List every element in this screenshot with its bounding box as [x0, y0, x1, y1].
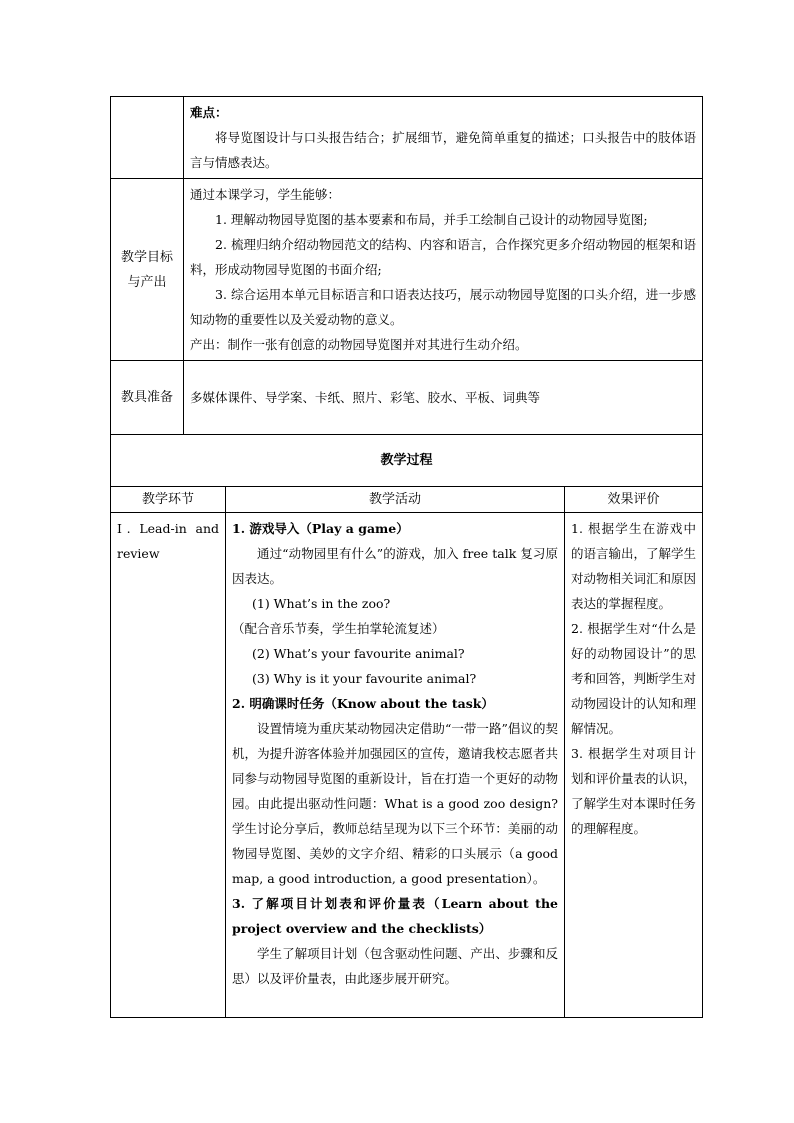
evaluation-1: 1. 根据学生在游戏中的语言输出，了解学生对动物相关词汇和原因表达的掌握程度。: [571, 521, 697, 611]
difficulty-title: 难点：: [190, 105, 228, 120]
evaluation-3: 3. 根据学生对项目计划和评价量表的认识，了解学生对本课时任务的理解程度。: [571, 746, 697, 836]
stage-1-activity-cell: [226, 513, 565, 1018]
activity-1-question-2: (2) What’s your favourite animal?: [252, 646, 465, 661]
process-title: 教学过程: [111, 435, 703, 487]
tools-label-cell: 教具准备: [111, 361, 184, 435]
objective-item-2: 2. 梳理归纳介绍动物园范文的结构、内容和语言，合作探究更多介绍动物园的框架和语料，形成动物园导览图的书面介绍;: [190, 237, 696, 277]
header-evaluation: 效果评价: [565, 487, 703, 513]
objectives-row: [111, 179, 703, 361]
difficulty-row: [111, 97, 703, 179]
stage-1-name: Ⅰ. Lead-in and review: [117, 521, 219, 561]
difficulty-content-cell: [184, 97, 703, 179]
difficulty-label-cell: [111, 97, 184, 179]
objectives-output: 产出：制作一张有创意的动物园导览图并对其进行生动介绍。: [190, 337, 528, 352]
objectives-content-cell: [184, 179, 703, 361]
difficulty-text: 将导览图设计与口头报告结合；扩展细节，避免简单重复的描述；口头报告中的肢体语言与情感表达。: [190, 130, 696, 170]
activity-2-text: 设置情境为重庆某动物园决定借助“一带一路”倡议的契机，为提升游客体验并加强园区的宣传，邀请我校志愿者共同参与动物园导览图的重新设计，旨在打造一个更好的动物园。由此提出驱动性问题：What is a good zoo design? 学生讨论分享后，教师总结呈现为以下三个环节：美丽的动物园导览图、美妙的文字介绍、精彩的口头展示（a good map, a good introduction, a good presentation）。: [232, 721, 558, 886]
tools-row: [111, 361, 703, 435]
activity-1-question-3: (3) Why is it your favourite animal?: [252, 671, 477, 686]
tools-content-cell: [184, 361, 703, 435]
objective-item-1: 1. 理解动物园导览图的基本要素和布局，并手工绘制自己设计的动物园导览图;: [215, 212, 648, 227]
stage-1-name-cell: [111, 513, 226, 1018]
stage-1-row: [111, 513, 703, 1018]
objectives-intro: 通过本课学习，学生能够：: [190, 187, 341, 202]
activity-2-title: 2. 明确课时任务（Know about the task）: [232, 696, 494, 711]
activity-3-text: 学生了解项目计划（包含驱动性问题、产出、步骤和反思）以及评价量表，由此逐步展开研究。: [232, 946, 558, 986]
activity-1-text: 通过“动物园里有什么”的游戏，加入 free talk 复习原因表达。: [232, 546, 558, 586]
objectives-label-line2: 与产出: [127, 274, 167, 290]
stage-1-evaluation-cell: [565, 513, 703, 1018]
objective-item-3: 3. 综合运用本单元目标语言和口语表达技巧，展示动物园导览图的口头介绍，进一步感知动物的重要性以及关爱动物的意义。: [190, 287, 696, 327]
header-activity: 教学活动: [226, 487, 565, 513]
teaching-process-table: [110, 434, 703, 1018]
lesson-plan-upper-table: [110, 96, 703, 435]
process-title-row: [111, 435, 703, 487]
activity-1-question-1: (1) What’s in the zoo?: [252, 596, 391, 611]
objectives-label-cell: [111, 179, 184, 361]
activity-1-note: （配合音乐节奏，学生拍掌轮流复述）: [232, 621, 445, 636]
header-stage: 教学环节: [111, 487, 226, 513]
activity-3-title: 3. 了解项目计划表和评价量表（Learn about the project overview and the checklists）: [232, 896, 558, 936]
tools-text: 多媒体课件、导学案、卡纸、照片、彩笔、胶水、平板、词典等: [190, 390, 541, 405]
lesson-plan-page: [110, 96, 702, 1018]
evaluation-2: 2. 根据学生对“什么是好的动物园设计”的思考和回答，判断学生对动物园设计的认知和理解情况。: [571, 621, 697, 736]
activity-1-title: 1. 游戏导入（Play a game）: [232, 521, 409, 536]
objectives-label-line1: 教学目标: [120, 249, 173, 265]
process-header-row: [111, 487, 703, 513]
